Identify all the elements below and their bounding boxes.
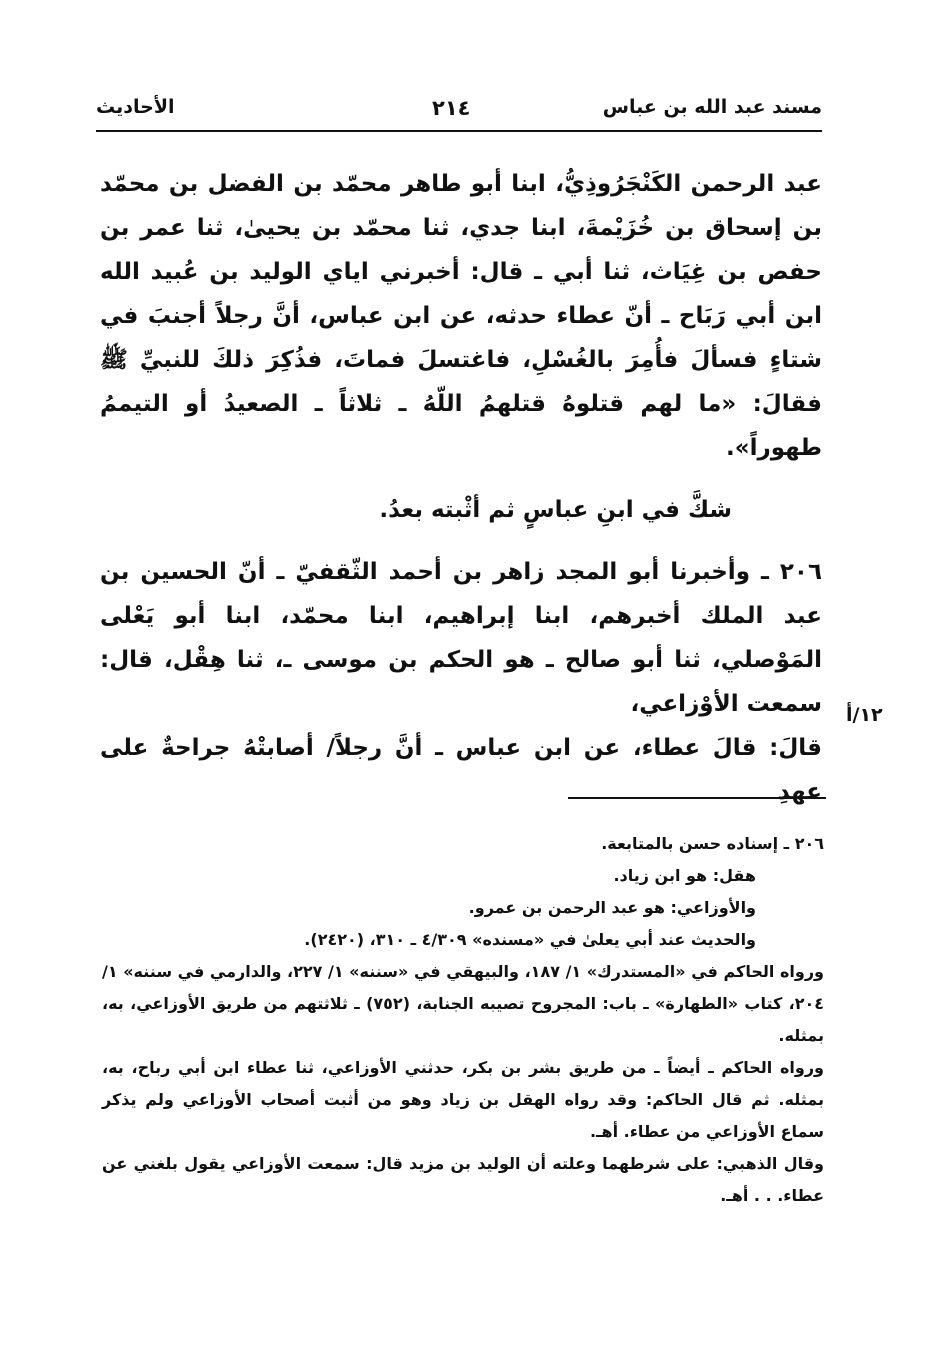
section-title: الأحاديث [96, 96, 175, 118]
book-title: مسند عبد الله بن عباس [602, 96, 822, 118]
footnote-line: والأوزاعي: هو عبد الرحمن بن عمرو. [468, 898, 756, 917]
footnote-line: ورواه الحاكم في «المستدرك» ١/ ١٨٧، والبيهقي في «سننه» ١/ ٢٢٧، والدارمي في سننه» ١/ ٢٠٤، كتاب «الطهارة» ـ باب: المجروح تصيبه الجنابة، (٧٥٢) ـ ثلاثتهم من طريق الأوزاعي، به، بمثله. [102, 962, 824, 1045]
footnote-divider [568, 797, 826, 799]
manuscript-folio-note: ١٢/أ [846, 704, 883, 726]
footnotes [102, 828, 824, 1212]
footnote-line: والحديث عند أبي يعلىٰ في «مسنده» ٤/٣٠٩ ـ ٣١٠، (٢٤٢٠). [304, 930, 756, 949]
hadith-206-last-line: قالَ: قالَ عطاء، عن ابن عباس ـ أنَّ رجلاً/ أصابتْهُ جراحةٌ على عهدِ [100, 735, 822, 805]
paragraph-continued: عبد الرحمن الكَنْجَرُوذِيُّ، ابنا أبو طاهر محمّد بن الفضل بن محمّد بن إسحاق بن خُزَيْمةَ، ابنا جدي، ثنا محمّد بن يحيىٰ، ثنا عمر بن حفص بن غِيَاث، ثنا أبي ـ قال: أخبرني اياي الوليد بن عُبيد الله ابن أبي رَبَاح ـ أنّ عطاء حدثه، عن ابن عباس، أنَّ رجلاً أجنبَ في شتاءٍ فسألَ فأُمِرَ بالغُسْلِ، فاغتسلَ فماتَ، فذُكِرَ ذلكَ للنبيِّ ﷺ فقالَ: «ما لهم قتلوهُ قتلهمُ اللّهُ ـ ثلاثاً ـ الصعيدُ أو التيممُ طهوراً». [100, 171, 822, 461]
footnote-line: ورواه الحاكم ـ أيضاً ـ من طريق بشر بن بكر، حدثني الأوزاعي، ثنا عطاء ابن أبي رباح، به، بمثله. ثم قال الحاكم: وقد رواه الهقل بن زياد وهو من أثبت أصحاب الأوزاعي ولم يذكر سماع الأوزاعي من عطاء. أهـ. [102, 1058, 824, 1141]
page-number: ٢١٤ [432, 96, 471, 120]
main-text [100, 162, 822, 814]
paragraph-note: شكَّ في ابنِ عباسٍ ثم أثْبته بعدُ. [379, 497, 732, 523]
footnote-206: ٢٠٦ ـ إسناده حسن بالمتابعة. [601, 834, 824, 853]
page-header [96, 96, 822, 132]
hadith-206: ٢٠٦ ـ وأخبرنا أبو المجد زاهر بن أحمد الثّقفيّ ـ أنّ الحسين بن عبد الملك أخبرهم، ابنا إبراهيم، ابنا محمّد، ابنا أبو يَعْلى المَوْصلي، ثنا أبو صالح ـ هو الحكم بن موسى ـ، ثنا هِقْل، قال: سمعت الأوْزاعي، [100, 559, 822, 717]
footnote-line: هقل: هو ابن زياد. [613, 866, 756, 885]
footnote-line: وقال الذهبي: على شرطهما وعلته أن الوليد بن مزيد قال: سمعت الأوزاعي يقول بلغني عن عطاء. . . أهـ. [102, 1154, 824, 1205]
